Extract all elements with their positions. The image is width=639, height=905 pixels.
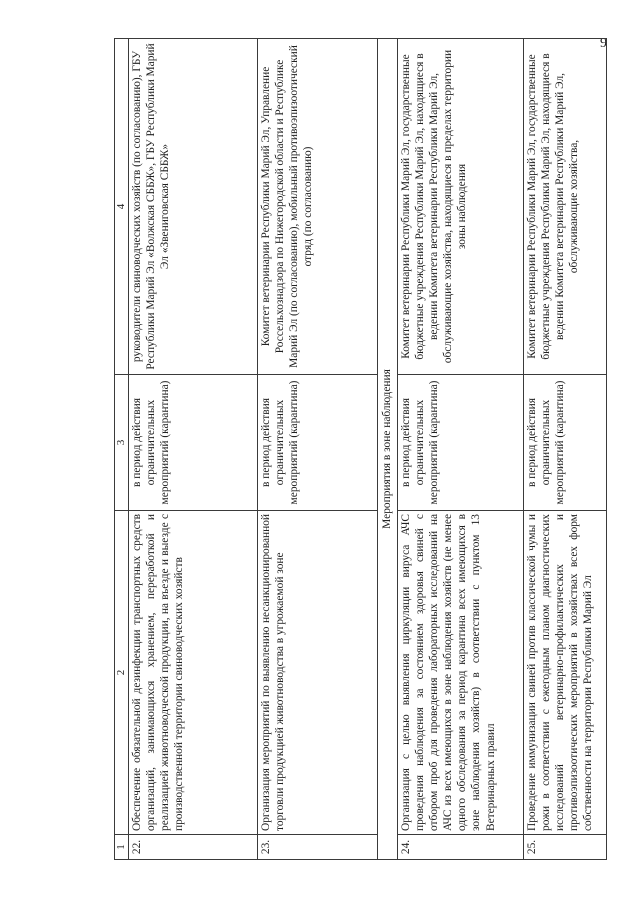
period-cell: в период действия ограничительных мероприятий (карантина) bbox=[524, 375, 607, 511]
rotated-table-wrapper bbox=[114, 39, 614, 860]
page-number: 9 bbox=[600, 36, 607, 51]
header-col-2: 2 bbox=[115, 511, 129, 835]
period-cell: в период действия ограничительных мероприятий (карантина) bbox=[398, 375, 524, 511]
executor-cell: Комитет ветеринарии Республики Марий Эл, государственные бюджетные учреждения Республики Марий Эл, находящиеся в ведении Комитета ветеринарии Республики Марий Эл, обслуживающие хозяйства, bbox=[524, 39, 607, 375]
measure-cell: Организация мероприятий по выявлению несанкционированной торговли продукцией животноводства в угрожаемой зоне bbox=[258, 511, 378, 835]
executor-cell: руководители свиноводческих хозяйств (по согласованию), ГБУ Республики Марий Эл «Волжская СББЖ», ГБУ Республики Марий Эл «Звениговская СББЖ» bbox=[129, 39, 258, 375]
header-col-1: 1 bbox=[115, 835, 129, 860]
table-row bbox=[524, 39, 607, 860]
section-row bbox=[378, 39, 398, 860]
row-number: 22. bbox=[129, 835, 258, 860]
header-col-4: 4 bbox=[115, 39, 129, 375]
executor-cell: Комитет ветеринарии Республики Марий Эл, государственные бюджетные учреждения Республики Марий Эл, находящиеся в ведении Комитета ветеринарии Республики Марий Эл, обслуживающие хозяйства, находящиеся в пределах территории зоны наблюдения bbox=[398, 39, 524, 375]
row-number: 24. bbox=[398, 835, 524, 860]
section-title: Мероприятия в зоне наблюдения bbox=[378, 39, 398, 860]
measure-cell: Организация с целью выявления циркуляции вируса АЧС проведения наблюдения за состоянием здоровья свиней с отбором проб для проведения лабораторных исследований на АЧС из всех имеющихся в зоне наблюдения хозяйств (не менее одного обследования за период карантина всех имеющихся в зоне наблюдения хозяйств) в соответствии с пунктом 13 Ветеринарных правил bbox=[398, 511, 524, 835]
period-cell: в период действия ограничительных мероприятий (карантина) bbox=[129, 375, 258, 511]
measures-table bbox=[114, 38, 607, 860]
measure-cell: Обеспечение обязательной дезинфекции транспортных средств организаций, занимающихся хранением, переработкой и реализацией животноводческой продукции, на въезде и выезде с производственной территории свиноводческих хозяйств bbox=[129, 511, 258, 835]
row-number: 25. bbox=[524, 835, 607, 860]
row-number: 23. bbox=[258, 835, 378, 860]
measure-cell: Проведение иммунизации свиней против классической чумы и рожи в соответствии с ежегодным планом диагностических исследований ветеринарно-профилактических и противоэпизоотических мероприятий в хозяйствах всех форм собственности на территории Республики Марий Эл bbox=[524, 511, 607, 835]
period-cell: в период действия ограничительных мероприятий (карантина) bbox=[258, 375, 378, 511]
header-row bbox=[115, 39, 129, 860]
header-col-3: 3 bbox=[115, 375, 129, 511]
table-row bbox=[398, 39, 524, 860]
executor-cell: Комитет ветеринарии Республики Марий Эл, Управление Россельхознадзора по Нижегородской области и Республике Марий Эл (по согласованию), мобильный противоэпизоотический отряд (по согласованию) bbox=[258, 39, 378, 375]
table-row bbox=[258, 39, 378, 860]
table-row bbox=[129, 39, 258, 860]
